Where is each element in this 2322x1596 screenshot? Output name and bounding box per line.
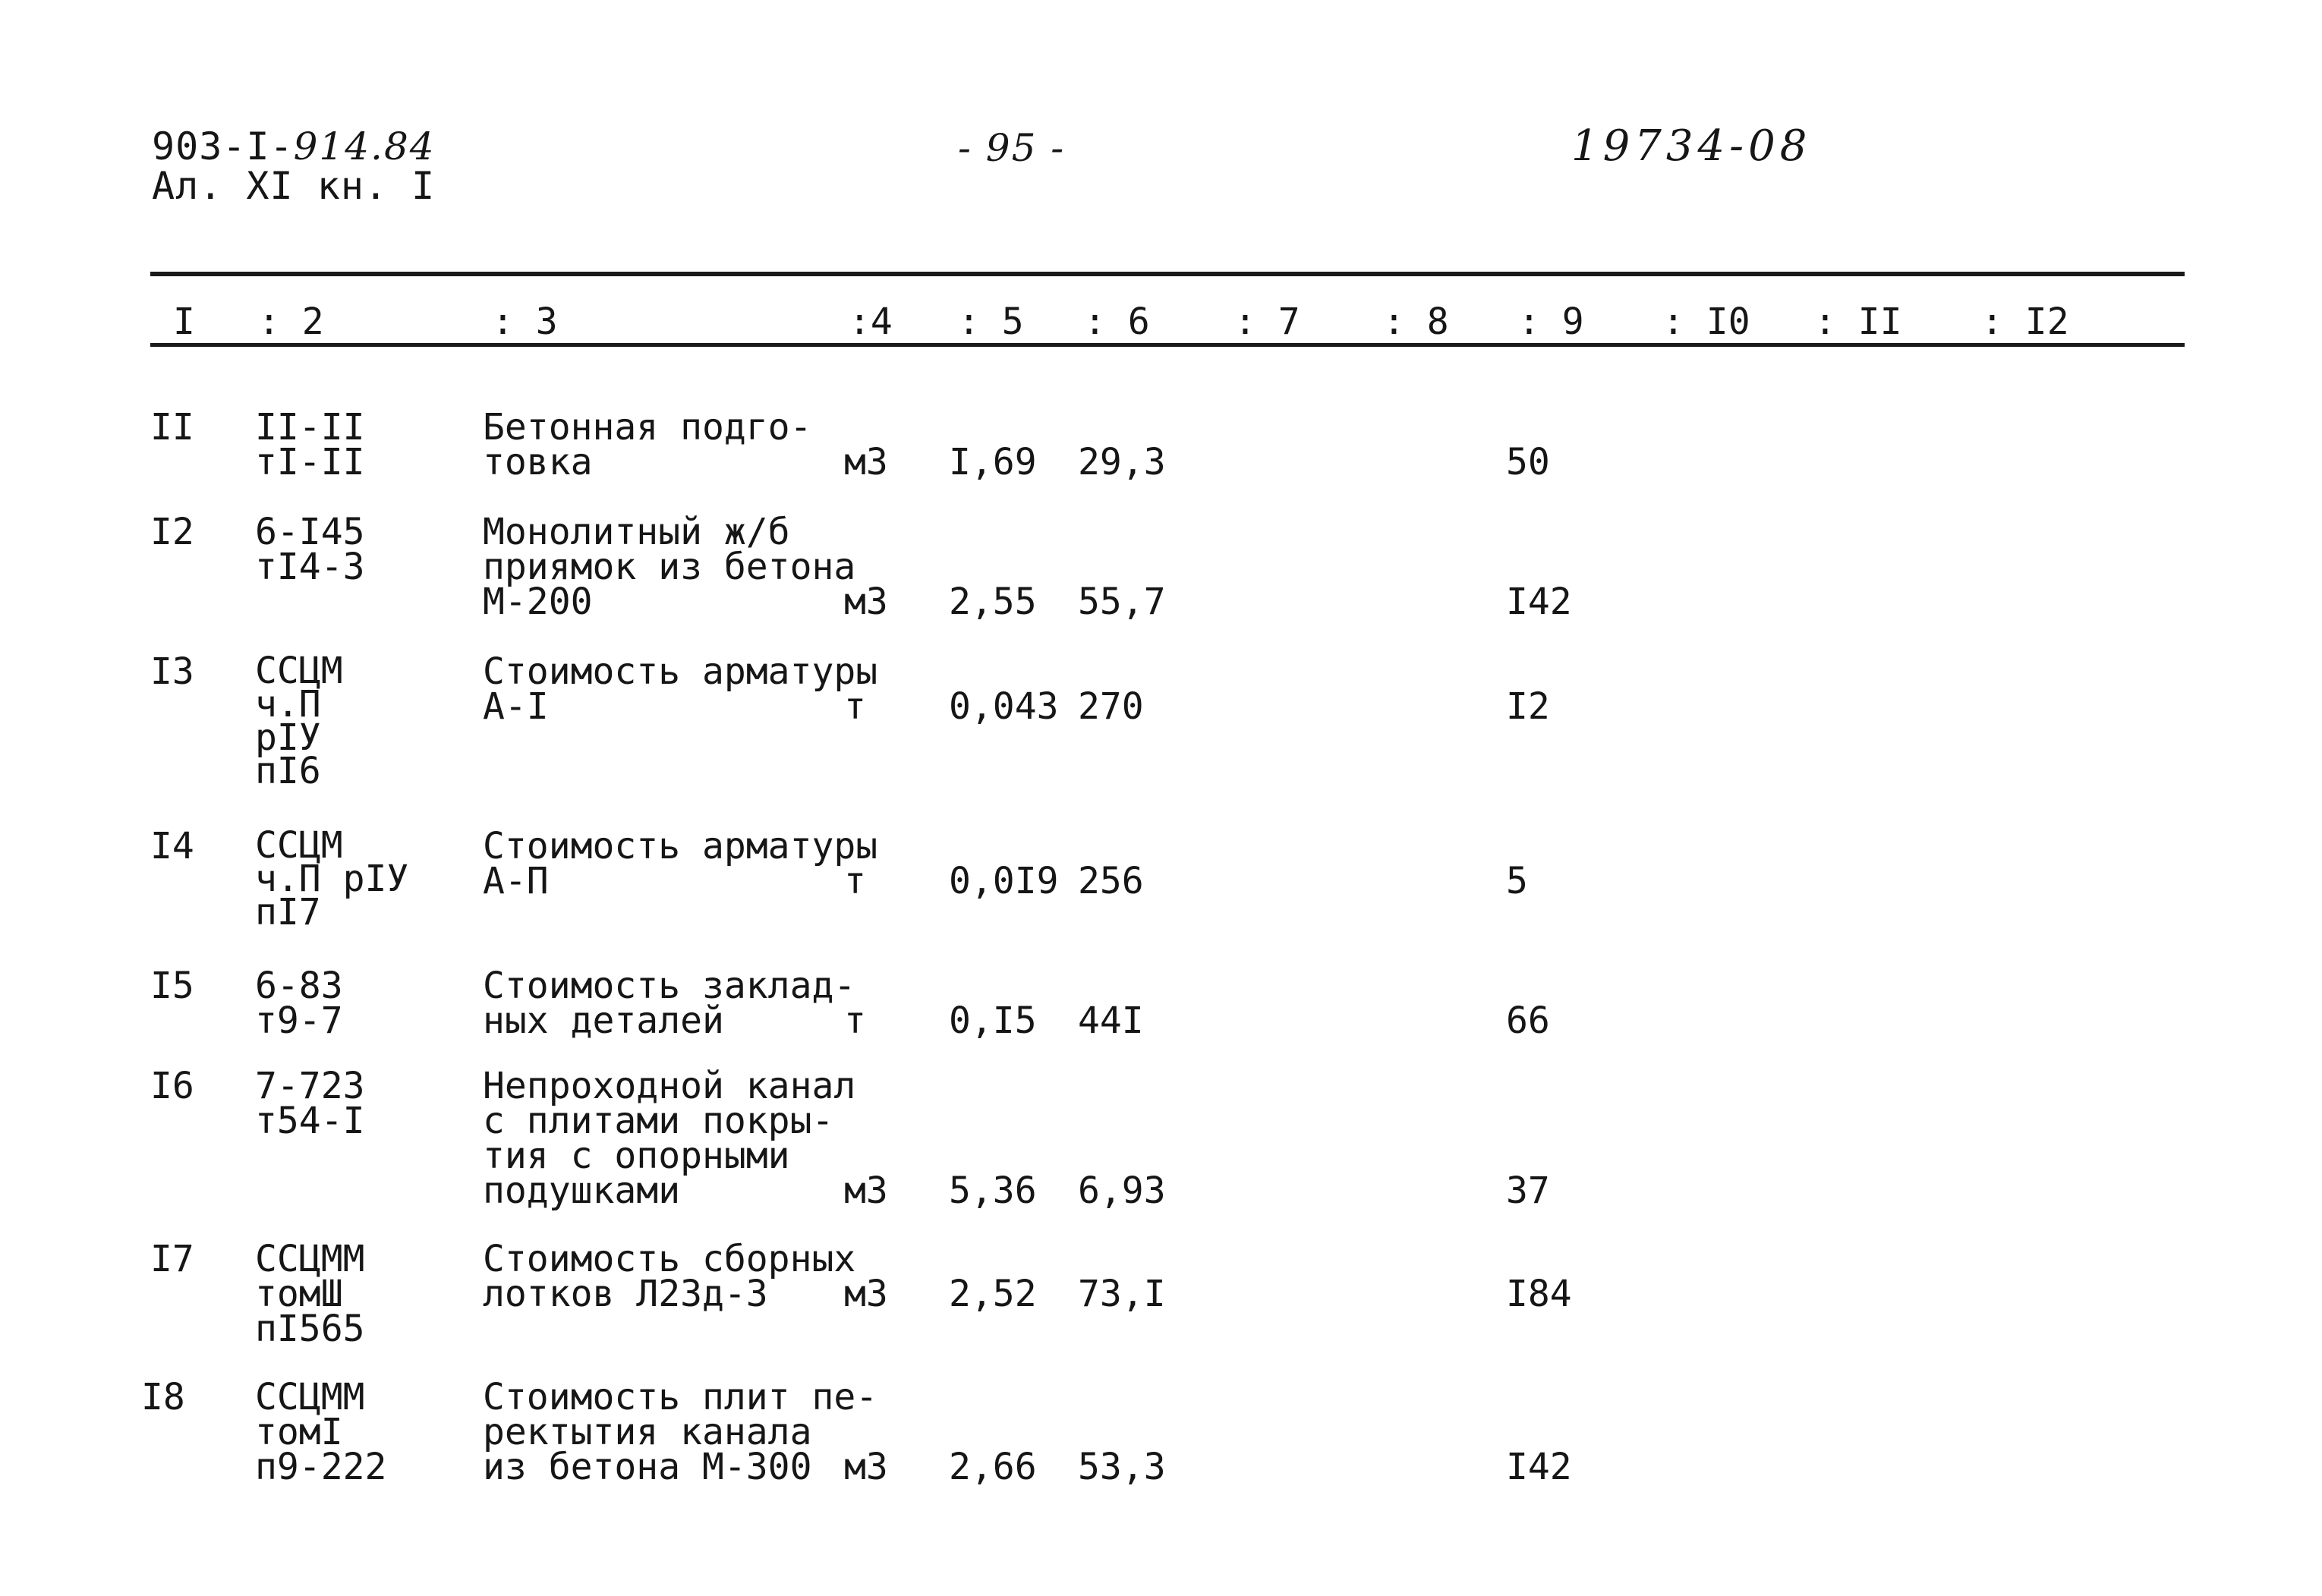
item-name: Бетонная подго- товка	[483, 406, 812, 483]
column-header: :4	[849, 301, 893, 343]
unit-price: 270	[1078, 685, 1144, 728]
quantity: 0,0I9	[949, 860, 1059, 902]
item-name: Стоимость сборных лотков Л23д-3	[483, 1238, 856, 1315]
unit-price: 44I	[1078, 999, 1144, 1042]
unit-price: 73,I	[1078, 1273, 1166, 1315]
norm-code: 7-723 т54-I	[255, 1065, 365, 1142]
unit-price: 256	[1078, 860, 1144, 902]
item-name: Стоимость арматуры А-I	[483, 650, 878, 728]
item-name: Монолитный ж/б приямок из бетона М-200	[483, 511, 856, 623]
row-number: II	[150, 406, 194, 449]
unit-price: 53,3	[1078, 1446, 1166, 1488]
column-header: : I0	[1662, 301, 1750, 343]
unit: т	[844, 685, 866, 728]
document-code-handwritten: 914.84	[293, 124, 436, 168]
item-name: Непроходной канал с плитами покры- тия с опорными подушками	[483, 1065, 856, 1212]
unit: т	[844, 999, 866, 1042]
column-header: : 9	[1518, 301, 1584, 343]
unit: м3	[844, 1446, 888, 1488]
row-number: I5	[150, 965, 194, 1007]
document-code-prefix: 903-I-	[152, 124, 294, 168]
total-cost: I42	[1506, 1446, 1572, 1488]
total-cost: I84	[1506, 1273, 1572, 1315]
unit-price: 29,3	[1078, 441, 1166, 483]
quantity: I,69	[949, 441, 1037, 483]
column-header: : I2	[1981, 301, 2069, 343]
inventory-number: 19734-08	[1571, 121, 1812, 171]
unit: м3	[844, 1169, 888, 1212]
column-header: : 7	[1234, 301, 1300, 343]
quantity: 2,66	[949, 1446, 1037, 1488]
column-header: : 2	[258, 301, 324, 343]
item-name: Стоимость плит пе- ректытия канала из бетона М-300	[483, 1376, 878, 1488]
column-header: : II	[1814, 301, 1902, 343]
quantity: 2,55	[949, 581, 1037, 623]
row-number: I2	[150, 511, 194, 553]
total-cost: I2	[1506, 685, 1550, 728]
norm-code: 6-83 т9-7	[255, 965, 343, 1042]
album-book-line: Ал. XI кн. I	[152, 164, 436, 208]
item-name: Стоимость заклад- ных деталей	[483, 965, 856, 1042]
table-header-rule	[150, 343, 2185, 347]
total-cost: 50	[1506, 441, 1550, 483]
row-number: I8	[141, 1376, 185, 1418]
norm-code: ССЦМ ч.П рIУ пI6	[255, 650, 343, 792]
column-header: I	[173, 301, 195, 343]
norm-code: ССЦММ томI п9-222	[255, 1376, 387, 1488]
table-top-rule	[150, 272, 2185, 276]
quantity: 5,36	[949, 1169, 1037, 1212]
unit: м3	[844, 581, 888, 623]
total-cost: 66	[1506, 999, 1550, 1042]
column-header: : 5	[958, 301, 1024, 343]
row-number: I3	[150, 650, 194, 693]
quantity: 0,I5	[949, 999, 1037, 1042]
unit: м3	[844, 1273, 888, 1315]
column-header: : 8	[1383, 301, 1449, 343]
page-number: - 95 -	[958, 126, 1066, 170]
unit-price: 6,93	[1078, 1169, 1166, 1212]
unit: т	[844, 860, 866, 902]
total-cost: 37	[1506, 1169, 1550, 1212]
document-code	[152, 124, 436, 168]
total-cost: 5	[1506, 860, 1528, 902]
column-header: : 6	[1084, 301, 1150, 343]
unit-price: 55,7	[1078, 581, 1166, 623]
quantity: 2,52	[949, 1273, 1037, 1315]
quantity: 0,043	[949, 685, 1059, 728]
item-name: Стоимость арматуры А-П	[483, 825, 878, 902]
norm-code: II-II тI-II	[255, 406, 365, 483]
total-cost: I42	[1506, 581, 1572, 623]
norm-code: 6-I45 тI4-3	[255, 511, 365, 588]
row-number: I4	[150, 825, 194, 867]
norm-code: ССЦММ томШ пI565	[255, 1238, 365, 1350]
unit: м3	[844, 441, 888, 483]
column-header: : 3	[492, 301, 558, 343]
norm-code: ССЦМ ч.П рIУ пI7	[255, 824, 409, 933]
row-number: I6	[150, 1065, 194, 1107]
row-number: I7	[150, 1238, 194, 1280]
